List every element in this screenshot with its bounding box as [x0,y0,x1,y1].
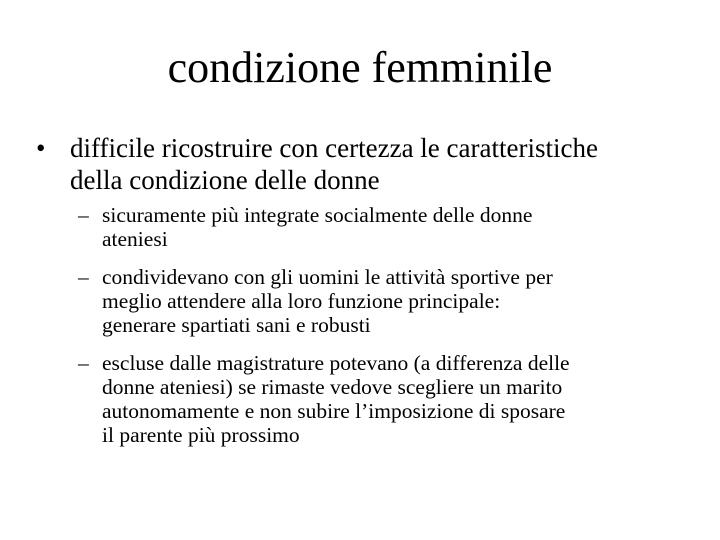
text-line: donne ateniesi) se rimaste vedove scegliere un marito [102,375,563,399]
text-line: sicuramente più integrate socialmente delle donne [102,203,533,227]
dash-icon: – [78,203,89,227]
text-line: condividevano con gli uomini le attività sportive per [102,265,553,289]
bullet-icon: • [36,133,46,163]
sub-bullet-text [102,265,682,337]
dash-icon: – [78,351,89,375]
text-line: ateniesi [102,227,168,251]
text-line: il parente più prossimo [102,423,300,447]
text-line: generare spartiati sani e robusti [102,313,371,337]
dash-icon: – [78,265,89,289]
main-bullet-text [70,132,680,196]
slide-title: condizione femminile [167,43,553,92]
text-line: meglio attendere alla loro funzione principale: [102,289,501,313]
sub-bullet-text [102,351,682,447]
text-line: autonomamente e non subire l’imposizione di sposare [102,399,566,423]
text-line: della condizione delle donne [70,165,380,195]
sub-bullet-text [102,203,682,251]
text-line: difficile ricostruire con certezza le caratteristiche [70,133,598,163]
text-line: escluse dalle magistrature potevano (a differenza delle [102,351,570,375]
